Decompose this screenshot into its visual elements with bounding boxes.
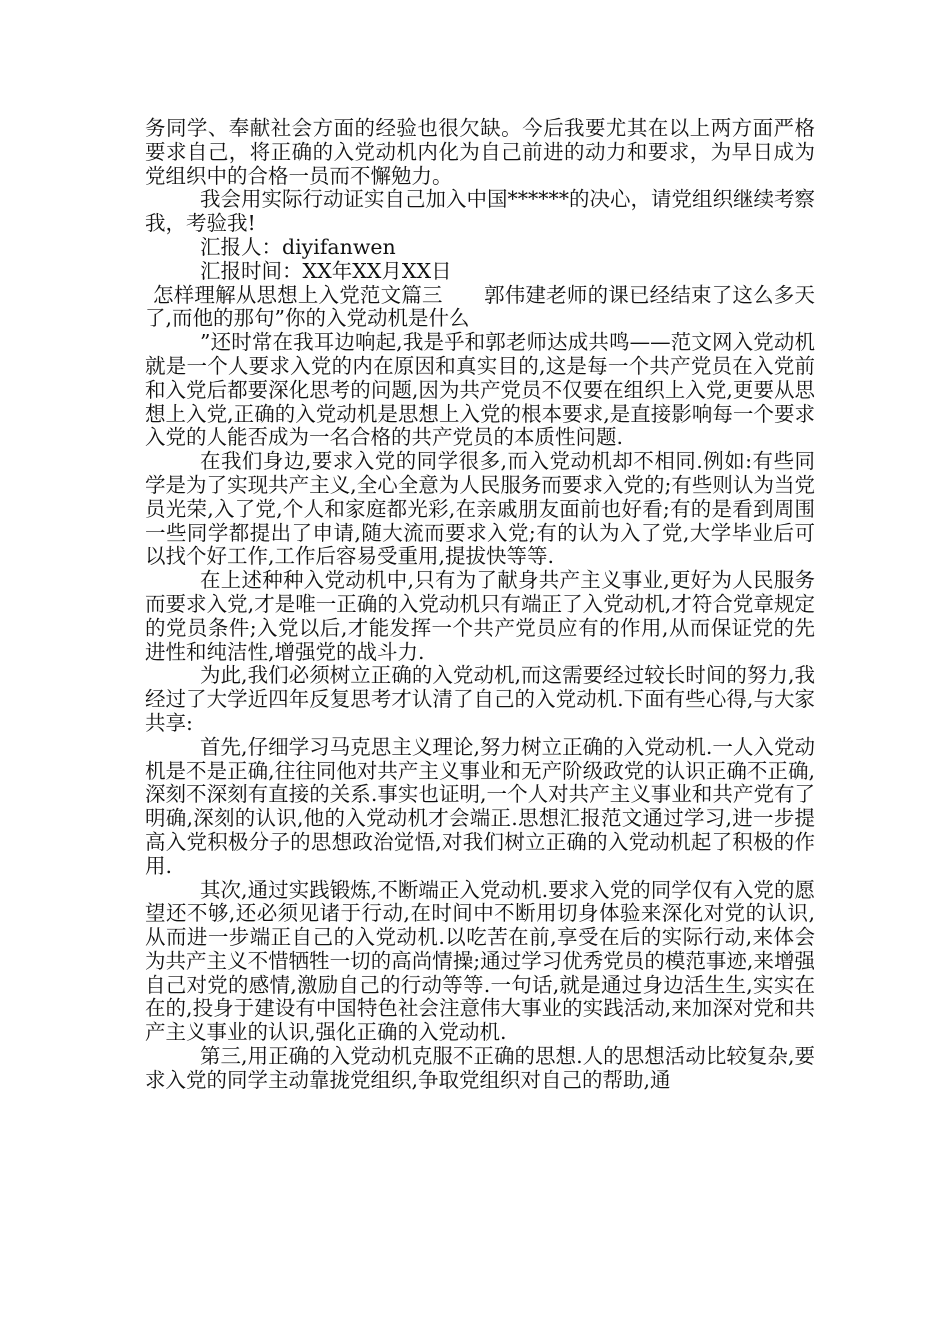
paragraph-third: 第三,用正确的入党动机克服不正确的思想.人的思想活动比较复杂,要求入党的同学主动靠拢党组织,争取党组织对自己的帮助,通 (145, 1044, 815, 1092)
paragraph-correct-motive: 在上述种种入党动机中,只有为了献身共产主义事业,更好为人民服务而要求入党,才是唯一正确的入党动机只有端正了入党动机,才符合党章规定的党员条件;入党以后,才能发挥一个共产党员应有的作用,从而保证党的先进性和纯洁性,增强党的战斗力. (145, 568, 815, 664)
paragraph-first: 首先,仔细学习马克思主义理论,努力树立正确的入党动机.一人入党动机是不是正确,往往同他对共产主义事业和无产阶级政党的认识正确不正确,深刻不深刻有直接的关系.事实也证明,一个人对共产主义事业和共产党有了明确,深刻的认识,他的入党动机才会端正.思想汇报范文通过学习,进一步提高入党积极分子的思想政治觉悟,对我们树立正确的入党动机起了积极的作用. (145, 734, 815, 878)
report-date-line: 汇报时间：XX年XX月XX日 (200, 258, 452, 283)
document-body (145, 117, 815, 1093)
paragraph-continuation: 务同学、奉献社会方面的经验也很欠缺。今后我要尤其在以上两方面严格要求自己，将正确的入党动机内化为自己前进的动力和要求，为早日成为党组织中的合格一员而不懈勉力。 (145, 116, 815, 188)
paragraph-examples: 在我们身边,要求入党的同学很多,而入党动机却不相同.例如:有些同学是为了实现共产主义,全心全意为人民服务而要求入党的;有些则认为当党员光荣,入了党,个人和家庭都光彩,在亲戚朋友面前也好看;有的是看到周围一些同学都提出了申请,随大流而要求入党;有的认为入了党,大学毕业后可以找个好工作,工作后容易受重用,提拔快等等. (145, 449, 815, 569)
paragraph-motivation: ”还时常在我耳边响起,我是乎和郭老师达成共鸣——范文网入党动机就是一个人要求入党的内在原因和真实目的,这是每一个共产党员在入党前和入党后都要深化思考的问题,因为共产党员不仅要在组织上入党,更要从思想上入党,正确的入党动机是思想上入党的根本要求,是直接影响每一个要求入党的人能否成为一名合格的共产党员的本质性问题. (145, 330, 815, 450)
paragraph-resolve: 我会用实际行动证实自己加入中国******的决心，请党组织继续考察我，考验我! (145, 187, 815, 236)
paragraph-second: 其次,通过实践锻炼,不断端正入党动机.要求入党的同学仅有入党的愿望还不够,还必须见诸于行动,在时间中不断用切身体验来深化对党的认识,从而进一步端正自己的入党动机.以吃苦在前,享受在后的实际行动,来体会为共产主义不惜牺牲一切的高尚情操;通过学习优秀党员的模范事迹,来增强自己对党的感情,激励自己的行动等等.一句话,就是通过身边活生生,实实在在的,投身于建设有中国特色社会注意伟大事业的实践活动,来加深对党和共产主义事业的认识,强化正确的入党动机. (145, 877, 815, 1045)
reporter-line: 汇报人：diyifanwen (200, 234, 396, 259)
section-heading: 怎样理解从思想上入党范文篇三 郭伟建老师的课已经结束了这么多天了,而他的那句”你的入党动机是什么 (145, 282, 815, 331)
paragraph-therefore: 为此,我们必须树立正确的入党动机,而这需要经过较长时间的努力,我经过了大学近四年反复思考才认清了自己的入党动机.下面有些心得,与大家共享: (145, 663, 815, 735)
